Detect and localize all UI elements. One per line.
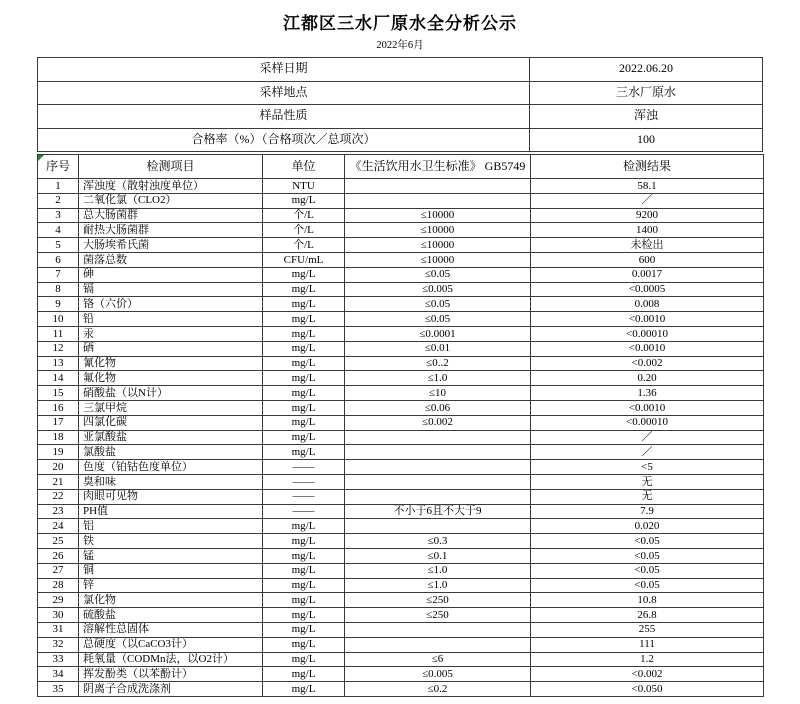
- cell-unit: mg/L: [263, 608, 345, 623]
- table-row: [38, 297, 764, 312]
- cell-result: 0.0017: [531, 267, 764, 282]
- table-row: [38, 371, 764, 386]
- cell-seq: 10: [38, 312, 79, 327]
- cell-seq: 12: [38, 341, 79, 356]
- table-row: [38, 489, 764, 504]
- table-row: [38, 652, 764, 667]
- col-header-item: 检测项目: [79, 155, 263, 179]
- cell-unit: mg/L: [263, 563, 345, 578]
- cell-item: 耐热大肠菌群: [79, 223, 263, 238]
- cell-item: 阴离子合成洗涤剂: [79, 682, 263, 697]
- cell-seq: 24: [38, 519, 79, 534]
- cell-result: ／: [531, 430, 764, 445]
- cell-standard-limit: ≤0.3: [345, 534, 531, 549]
- cell-unit: ——: [263, 504, 345, 519]
- cell-result: <0.00010: [531, 326, 764, 341]
- cell-seq: 18: [38, 430, 79, 445]
- info-row: [38, 81, 763, 105]
- cell-unit: 个/L: [263, 208, 345, 223]
- cell-standard-limit: ≤1.0: [345, 578, 531, 593]
- cell-unit: mg/L: [263, 297, 345, 312]
- cell-standard-limit: [345, 193, 531, 208]
- cell-unit: ——: [263, 474, 345, 489]
- cell-unit: mg/L: [263, 267, 345, 282]
- cell-item: 砷: [79, 267, 263, 282]
- cell-unit: mg/L: [263, 578, 345, 593]
- cell-standard-limit: ≤0.005: [345, 667, 531, 682]
- report-month: 2022年6月: [376, 40, 424, 51]
- cell-result: 7.9: [531, 504, 764, 519]
- cell-item: 硫酸盐: [79, 608, 263, 623]
- col-header-index: [38, 155, 79, 179]
- info-value: 100: [530, 128, 763, 152]
- cell-item: 菌落总数: [79, 252, 263, 267]
- cell-result: 0.020: [531, 519, 764, 534]
- cell-standard-limit: [345, 474, 531, 489]
- info-label: 合格率（%）（合格项次／总项次）: [38, 128, 530, 152]
- cell-item: 三氯甲烷: [79, 400, 263, 415]
- cell-seq: 31: [38, 622, 79, 637]
- cell-unit: mg/L: [263, 415, 345, 430]
- cell-standard-limit: [345, 622, 531, 637]
- cell-item: 亚氯酸盐: [79, 430, 263, 445]
- cell-standard-limit: ≤6: [345, 652, 531, 667]
- col-header-standard: 《生活饮用水卫生标准》 GB5749: [345, 155, 531, 179]
- cell-unit: ——: [263, 460, 345, 475]
- cell-result: <0.05: [531, 563, 764, 578]
- info-row: [38, 58, 763, 82]
- cell-standard-limit: ≤0.05: [345, 267, 531, 282]
- col-header-index-label: 序号: [45, 158, 70, 173]
- cell-result: <0.05: [531, 548, 764, 563]
- cell-item: 色度（铂钴色度单位）: [79, 460, 263, 475]
- table-row: [38, 386, 764, 401]
- cell-result: 1400: [531, 223, 764, 238]
- table-row: [38, 312, 764, 327]
- cell-standard-limit: ≤250: [345, 593, 531, 608]
- cell-standard-limit: ≤1.0: [345, 371, 531, 386]
- cell-seq: 8: [38, 282, 79, 297]
- cell-seq: 16: [38, 400, 79, 415]
- cell-seq: 25: [38, 534, 79, 549]
- cell-item: 总硬度（以CaCO3计）: [79, 637, 263, 652]
- table-row: [38, 593, 764, 608]
- cell-standard-limit: ≤0.2: [345, 682, 531, 697]
- cell-seq: 11: [38, 326, 79, 341]
- info-label: 采样地点: [38, 81, 530, 105]
- cell-seq: 22: [38, 489, 79, 504]
- cell-item: 锰: [79, 548, 263, 563]
- cell-item: 铬（六价）: [79, 297, 263, 312]
- col-header-result: 检测结果: [531, 155, 764, 179]
- cell-result: <0.05: [531, 578, 764, 593]
- table-row: [38, 504, 764, 519]
- cell-unit: mg/L: [263, 534, 345, 549]
- cell-standard-limit: ≤1.0: [345, 563, 531, 578]
- cell-unit: mg/L: [263, 445, 345, 460]
- cell-standard-limit: ≤0.002: [345, 415, 531, 430]
- cell-unit: NTU: [263, 179, 345, 194]
- cell-result: ／: [531, 193, 764, 208]
- cell-result: 无: [531, 474, 764, 489]
- info-value: 浑浊: [530, 105, 763, 129]
- tables-container: [37, 57, 763, 697]
- table-row: [38, 193, 764, 208]
- cell-seq: 29: [38, 593, 79, 608]
- cell-result: 未检出: [531, 238, 764, 253]
- cell-result: 无: [531, 489, 764, 504]
- cell-item: PH值: [79, 504, 263, 519]
- cell-result: 1.2: [531, 652, 764, 667]
- table-row: [38, 474, 764, 489]
- cell-seq: 17: [38, 415, 79, 430]
- table-row: [38, 341, 764, 356]
- cell-result: 1.36: [531, 386, 764, 401]
- cell-standard-limit: ≤10000: [345, 238, 531, 253]
- cell-unit: mg/L: [263, 548, 345, 563]
- table-row: [38, 578, 764, 593]
- cell-result: <0.0010: [531, 341, 764, 356]
- table-row: [38, 563, 764, 578]
- cell-unit: mg/L: [263, 326, 345, 341]
- cell-item: 氟化物: [79, 371, 263, 386]
- info-label: 样品性质: [38, 105, 530, 129]
- cell-seq: 14: [38, 371, 79, 386]
- table-row: [38, 179, 764, 194]
- cell-standard-limit: ≤10000: [345, 208, 531, 223]
- cell-item: 硒: [79, 341, 263, 356]
- cell-result: <0.0010: [531, 312, 764, 327]
- cell-unit: mg/L: [263, 637, 345, 652]
- cell-standard-limit: ≤0.0001: [345, 326, 531, 341]
- cell-result: <0.0005: [531, 282, 764, 297]
- cell-unit: mg/L: [263, 622, 345, 637]
- cell-result: <0.002: [531, 667, 764, 682]
- cell-item: 耗氧量（CODMn法，以O2计）: [79, 652, 263, 667]
- cell-unit: CFU/mL: [263, 252, 345, 267]
- info-value: 三水厂原水: [530, 81, 763, 105]
- cell-seq: 26: [38, 548, 79, 563]
- cell-result: 111: [531, 637, 764, 652]
- cell-item: 铁: [79, 534, 263, 549]
- cell-standard-limit: ≤10000: [345, 252, 531, 267]
- table-row: [38, 252, 764, 267]
- cell-unit: 个/L: [263, 238, 345, 253]
- cell-seq: 32: [38, 637, 79, 652]
- table-row: [38, 356, 764, 371]
- cell-result: <0.05: [531, 534, 764, 549]
- cell-result: 600: [531, 252, 764, 267]
- cell-result: 10.8: [531, 593, 764, 608]
- cell-seq: 30: [38, 608, 79, 623]
- cell-item: 汞: [79, 326, 263, 341]
- analysis-header-row: [38, 155, 764, 179]
- cell-standard-limit: ≤250: [345, 608, 531, 623]
- info-row: [38, 128, 763, 152]
- cell-result: 9200: [531, 208, 764, 223]
- table-row: [38, 445, 764, 460]
- cell-unit: mg/L: [263, 652, 345, 667]
- cell-item: 总大肠菌群: [79, 208, 263, 223]
- cell-unit: mg/L: [263, 386, 345, 401]
- cell-item: 氯化物: [79, 593, 263, 608]
- cell-standard-limit: ≤10: [345, 386, 531, 401]
- cell-unit: 个/L: [263, 223, 345, 238]
- page-title: 江都区三水厂原水全分析公示: [283, 14, 517, 33]
- cell-seq: 9: [38, 297, 79, 312]
- cell-seq: 4: [38, 223, 79, 238]
- table-row: [38, 667, 764, 682]
- cell-result: 26.8: [531, 608, 764, 623]
- cell-seq: 7: [38, 267, 79, 282]
- cell-seq: 27: [38, 563, 79, 578]
- table-row: [38, 430, 764, 445]
- cell-result: 0.20: [531, 371, 764, 386]
- cell-standard-limit: ≤0..2: [345, 356, 531, 371]
- cell-item: 铅: [79, 312, 263, 327]
- cell-standard-limit: [345, 489, 531, 504]
- cell-standard-limit: ≤0.1: [345, 548, 531, 563]
- cell-seq: 2: [38, 193, 79, 208]
- cell-item: 挥发酚类（以苯酚计）: [79, 667, 263, 682]
- table-row: [38, 682, 764, 697]
- cell-standard-limit: ≤0.01: [345, 341, 531, 356]
- cell-unit: mg/L: [263, 356, 345, 371]
- cell-result: <0.002: [531, 356, 764, 371]
- cell-standard-limit: ≤10000: [345, 223, 531, 238]
- cell-standard-limit: ≤0.05: [345, 312, 531, 327]
- cell-seq: 1: [38, 179, 79, 194]
- cell-item: 溶解性总固体: [79, 622, 263, 637]
- cell-item: 镉: [79, 282, 263, 297]
- cell-seq: 35: [38, 682, 79, 697]
- info-row: [38, 105, 763, 129]
- table-row: [38, 637, 764, 652]
- cell-unit: mg/L: [263, 282, 345, 297]
- cell-item: 氯酸盐: [79, 445, 263, 460]
- info-value: 2022.06.20: [530, 58, 763, 82]
- col-header-unit: 单位: [263, 155, 345, 179]
- cell-standard-limit: [345, 179, 531, 194]
- cell-result: 255: [531, 622, 764, 637]
- table-row: [38, 223, 764, 238]
- cell-seq: 3: [38, 208, 79, 223]
- cell-standard-limit: ≤0.005: [345, 282, 531, 297]
- cell-standard-limit: [345, 637, 531, 652]
- cell-unit: mg/L: [263, 193, 345, 208]
- cell-unit: ——: [263, 489, 345, 504]
- cell-item: 锌: [79, 578, 263, 593]
- cell-unit: mg/L: [263, 519, 345, 534]
- cell-standard-limit: ≤0.05: [345, 297, 531, 312]
- cell-seq: 28: [38, 578, 79, 593]
- cell-item: 浑浊度（散射浊度单位）: [79, 179, 263, 194]
- cell-seq: 20: [38, 460, 79, 475]
- cell-unit: mg/L: [263, 430, 345, 445]
- cell-seq: 19: [38, 445, 79, 460]
- cell-result: <0.0010: [531, 400, 764, 415]
- table-row: [38, 519, 764, 534]
- sample-info-table: [37, 57, 763, 152]
- cell-item: 二氧化氯（CLO2）: [79, 193, 263, 208]
- cell-item: 四氯化碳: [79, 415, 263, 430]
- cell-item: 铝: [79, 519, 263, 534]
- table-row: [38, 282, 764, 297]
- table-row: [38, 238, 764, 253]
- table-row: [38, 608, 764, 623]
- info-label: 采样日期: [38, 58, 530, 82]
- cell-result: ／: [531, 445, 764, 460]
- cell-seq: 6: [38, 252, 79, 267]
- cell-unit: mg/L: [263, 667, 345, 682]
- cell-seq: 5: [38, 238, 79, 253]
- cell-unit: mg/L: [263, 341, 345, 356]
- cell-unit: mg/L: [263, 682, 345, 697]
- cell-result: <5: [531, 460, 764, 475]
- table-row: [38, 534, 764, 549]
- cell-unit: mg/L: [263, 312, 345, 327]
- table-row: [38, 326, 764, 341]
- cell-item: 大肠埃希氏菌: [79, 238, 263, 253]
- cell-seq: 13: [38, 356, 79, 371]
- cell-seq: 23: [38, 504, 79, 519]
- cell-item: 硝酸盐（以N计）: [79, 386, 263, 401]
- cell-item: 肉眼可见物: [79, 489, 263, 504]
- cell-seq: 15: [38, 386, 79, 401]
- cell-unit: mg/L: [263, 371, 345, 386]
- cell-standard-limit: [345, 460, 531, 475]
- cell-item: 臭和味: [79, 474, 263, 489]
- cell-item: 氰化物: [79, 356, 263, 371]
- cell-standard-limit: [345, 445, 531, 460]
- table-row: [38, 548, 764, 563]
- table-row: [38, 400, 764, 415]
- cell-standard-limit: 不小于6且不大于9: [345, 504, 531, 519]
- cell-result: <0.050: [531, 682, 764, 697]
- excel-flag-icon: [38, 155, 44, 161]
- cell-unit: mg/L: [263, 593, 345, 608]
- table-row: [38, 208, 764, 223]
- cell-unit: mg/L: [263, 400, 345, 415]
- cell-item: 铜: [79, 563, 263, 578]
- cell-seq: 33: [38, 652, 79, 667]
- cell-seq: 34: [38, 667, 79, 682]
- table-row: [38, 267, 764, 282]
- table-row: [38, 415, 764, 430]
- table-row: [38, 622, 764, 637]
- cell-standard-limit: ≤0.06: [345, 400, 531, 415]
- cell-result: 0.008: [531, 297, 764, 312]
- cell-result: <0.00010: [531, 415, 764, 430]
- cell-seq: 21: [38, 474, 79, 489]
- analysis-results-table: [37, 154, 764, 697]
- cell-standard-limit: [345, 519, 531, 534]
- table-row: [38, 460, 764, 475]
- cell-result: 58.1: [531, 179, 764, 194]
- cell-standard-limit: [345, 430, 531, 445]
